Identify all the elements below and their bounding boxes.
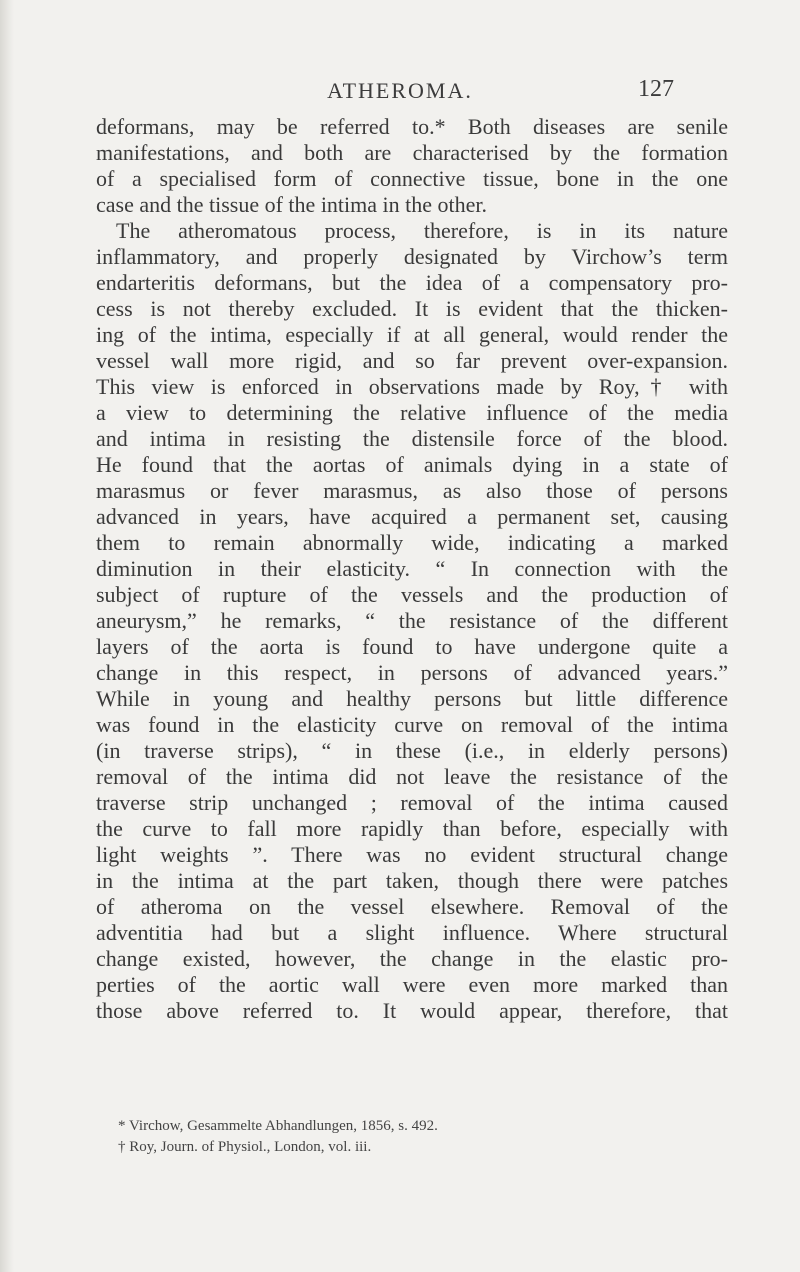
text-line: them to remain abnormally wide, indicating a marked <box>96 530 728 555</box>
text-line: endarteritis deformans, but the idea of a compensatory pro- <box>96 270 728 295</box>
text-line: manifestations, and both are characterised by the formation <box>96 140 728 165</box>
text-line: (in traverse strips), “ in these (i.e., in elderly persons) <box>96 738 728 763</box>
footnotes <box>96 1116 728 1158</box>
text-line: change in this respect, in persons of advanced years.” <box>96 660 728 685</box>
text-line: advanced in years, have acquired a permanent set, causing <box>96 504 728 529</box>
running-title: ATHEROMA. <box>327 78 473 103</box>
text-line: perties of the aortic wall were even more marked than <box>96 972 728 997</box>
text-line: vessel wall more rigid, and so far prevent over-expansion. <box>96 348 728 373</box>
text-line: adventitia had but a slight influence. Where structural <box>96 920 728 945</box>
text-line: a view to determining the relative influence of the media <box>96 400 728 425</box>
text-line: ing of the intima, especially if at all general, would render the <box>96 322 728 347</box>
text-line: diminution in their elasticity. “ In connection with the <box>96 556 728 581</box>
text-line: removal of the intima did not leave the resistance of the <box>96 764 728 789</box>
text-line: those above referred to. It would appear, therefore, that <box>96 998 728 1023</box>
text-line: subject of rupture of the vessels and the production of <box>96 582 728 607</box>
text-line: traverse strip unchanged ; removal of the intima caused <box>96 790 728 815</box>
text-line: He found that the aortas of animals dying in a state of <box>96 452 728 477</box>
text-line: aneurysm,” he remarks, “ the resistance of the different <box>96 608 728 633</box>
running-head <box>0 78 800 108</box>
text-line: marasmus or fever marasmus, as also those of persons <box>96 478 728 503</box>
text-line: inflammatory, and properly designated by Virchow’s term <box>96 244 728 269</box>
text-line: the curve to fall more rapidly than before, especially with <box>96 816 728 841</box>
text-line: of a specialised form of connective tissue, bone in the one <box>96 166 728 191</box>
body-text <box>96 114 728 1024</box>
text-line: cess is not thereby excluded. It is evident that the thicken- <box>96 296 728 321</box>
page-edge-shadow <box>0 0 14 1272</box>
text-line: of atheroma on the vessel elsewhere. Removal of the <box>96 894 728 919</box>
page-number: 127 <box>638 76 674 102</box>
text-line: was found in the elasticity curve on removal of the intima <box>96 712 728 737</box>
footnote-virchow: * Virchow, Gesammelte Abhandlungen, 1856, s. 492. <box>118 1118 438 1134</box>
text-line: While in young and healthy persons but little difference <box>96 686 728 711</box>
text-line: case and the tissue of the intima in the other. <box>96 192 488 217</box>
footnote-roy: † Roy, Journ. of Physiol., London, vol. iii. <box>118 1139 372 1155</box>
text-line: in the intima at the part taken, though there were patches <box>96 868 728 893</box>
text-line: and intima in resisting the distensile force of the blood. <box>96 426 728 451</box>
text-line: The atheromatous process, therefore, is in its nature <box>116 218 728 243</box>
text-line: deformans, may be referred to.* Both diseases are senile <box>96 114 728 139</box>
text-line: change existed, however, the change in the elastic pro- <box>96 946 728 971</box>
text-line: This view is enforced in observations made by Roy,† with <box>96 374 728 399</box>
text-line: layers of the aorta is found to have undergone quite a <box>96 634 728 659</box>
text-line: light weights ”. There was no evident structural change <box>96 842 728 867</box>
